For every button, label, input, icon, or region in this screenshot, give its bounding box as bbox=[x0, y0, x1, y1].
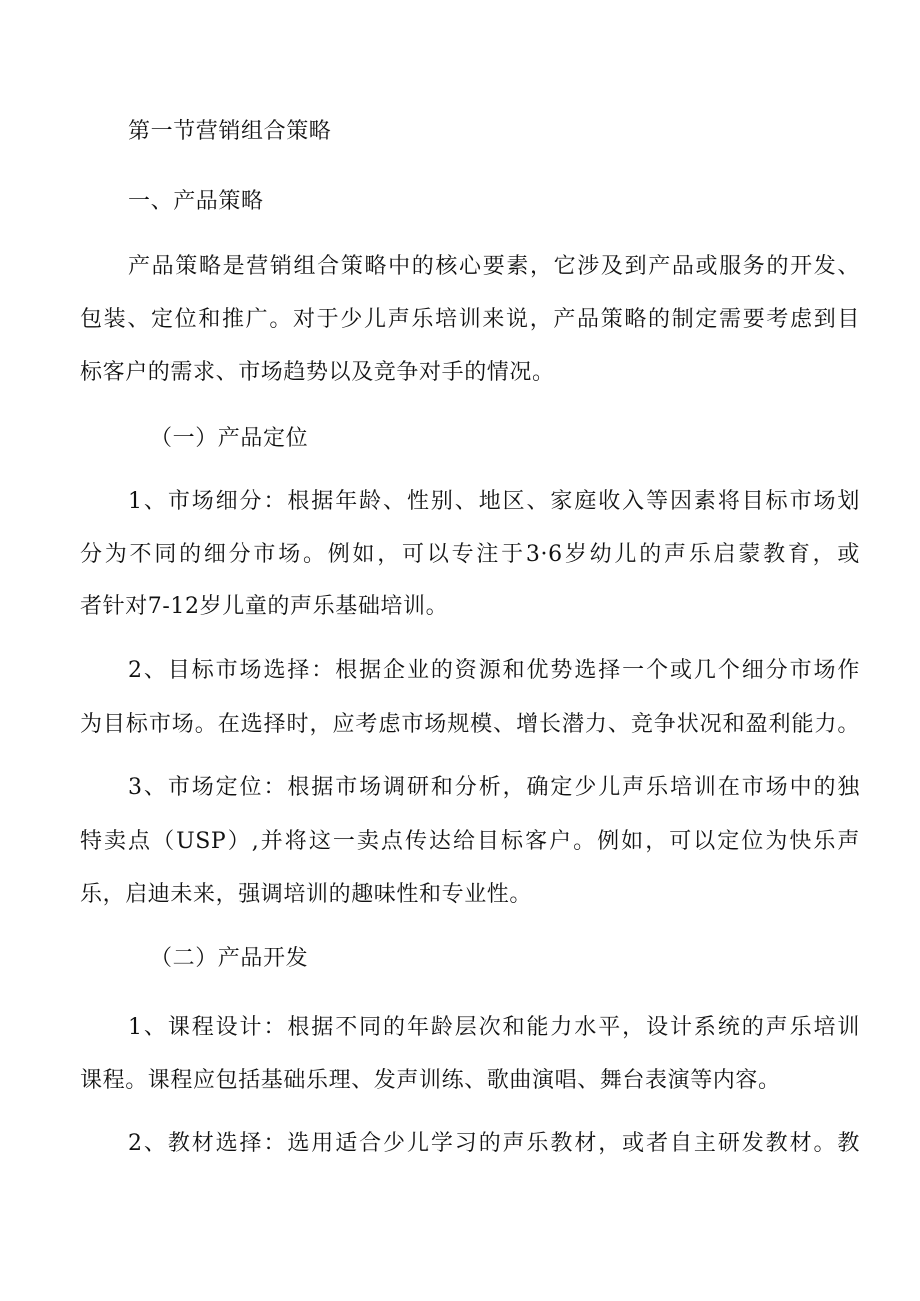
subheading-product-development: （二）产品开发 bbox=[150, 946, 309, 971]
item1-line-2: 分为不同的细分市场。例如，可以专注于3·6岁幼儿的声乐启蒙教育，或 bbox=[80, 542, 860, 567]
heading-product-strategy: 一、产品策略 bbox=[128, 189, 264, 214]
subheading-product-positioning: （一）产品定位 bbox=[150, 426, 309, 451]
item1-line-1: 1、市场细分：根据年龄、性别、地区、家庭收入等因素将目标市场划 bbox=[128, 489, 860, 514]
item2-line-1: 2、目标市场选择：根据企业的资源和优势选择一个或几个细分市场作 bbox=[128, 658, 860, 683]
item5-line-1: 2、教材选择：选用适合少儿学习的声乐教材，或者自主研发教材。教 bbox=[128, 1131, 860, 1156]
intro-line-3: 标客户的需求、市场趋势以及竞争对手的情况。 bbox=[80, 360, 555, 385]
item4-line-2: 课程。课程应包括基础乐理、发声训练、歌曲演唱、舞台表演等内容。 bbox=[80, 1068, 781, 1093]
item3-line-1: 3、市场定位：根据市场调研和分析，确定少儿声乐培训在市场中的独 bbox=[128, 775, 860, 800]
intro-line-2: 包装、定位和推广。对于少儿声乐培训来说，产品策略的制定需要考虑到目 bbox=[80, 307, 860, 332]
section-title: 第一节营销组合策略 bbox=[128, 119, 332, 144]
item3-line-2: 特卖点（USP）,并将这一卖点传达给目标客户。例如，可以定位为快乐声 bbox=[80, 829, 860, 854]
item2-line-2: 为目标市场。在选择时，应考虑市场规模、增长潜力、竞争状况和盈利能力。 bbox=[80, 712, 860, 737]
item1-line-3: 者针对7-12岁儿童的声乐基础培训。 bbox=[80, 594, 449, 619]
item3-line-3: 乐，启迪未来，强调培训的趣味性和专业性。 bbox=[80, 882, 533, 907]
intro-line-1: 产品策略是营销组合策略中的核心要素，它涉及到产品或服务的开发、 bbox=[128, 254, 860, 279]
item4-line-1: 1、课程设计：根据不同的年龄层次和能力水平，设计系统的声乐培训 bbox=[128, 1015, 860, 1040]
